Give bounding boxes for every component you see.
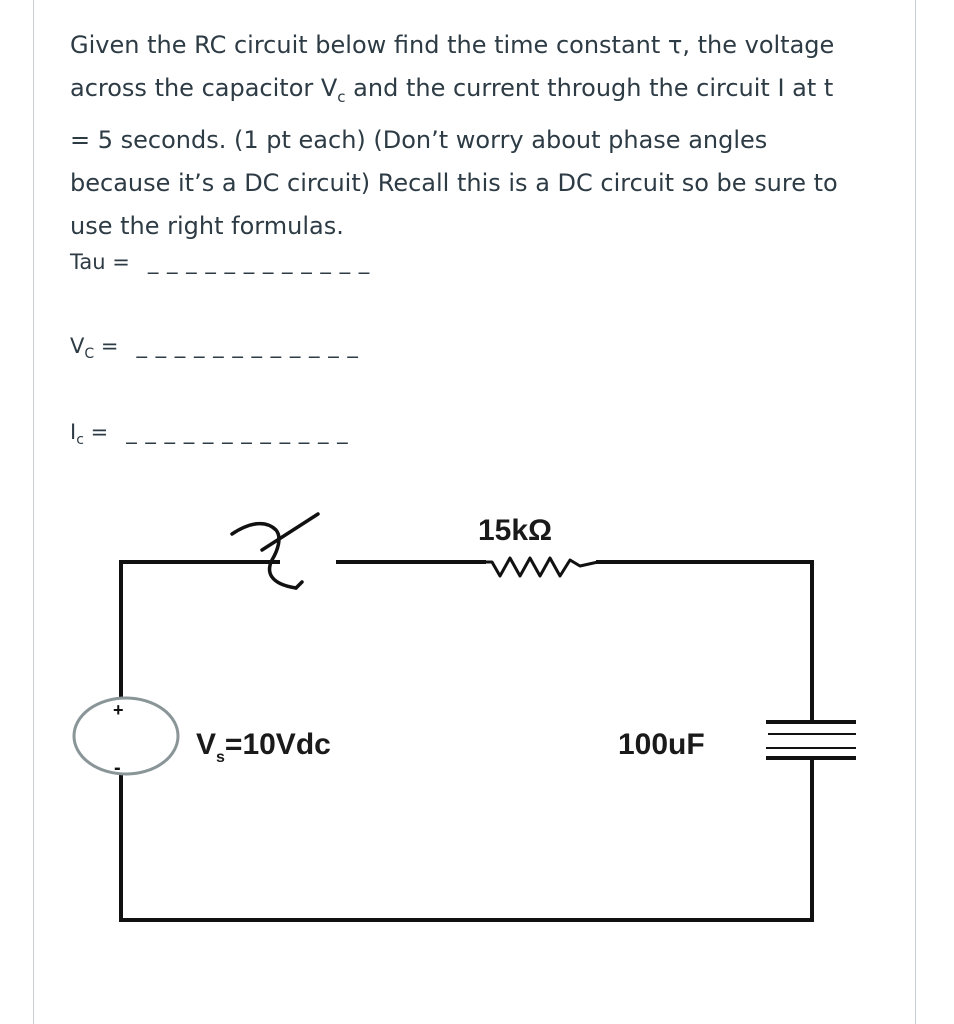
question-line-2: across the capacitor $V_c$ and the current through the circuit I at t [70, 74, 834, 106]
ic-label: $I_c$ = [70, 420, 109, 449]
source-label: $V_s=10Vdc$ [196, 728, 331, 766]
ic-answer-blank[interactable]: _ _ _ _ _ _ _ _ _ _ _ _ [126, 420, 349, 444]
question-line-1: Given the RC circuit below find the time constant τ, the voltage [70, 31, 835, 59]
resistor-label: 15kΩ [478, 514, 553, 547]
source-minus-sign: - [114, 757, 121, 779]
voltage-source-icon [74, 698, 178, 779]
question-line-4: because it’s a DC circuit) Recall this is a DC circuit so be sure to [70, 168, 838, 197]
tau-label: Tau = [70, 250, 130, 274]
source-plus-sign: + [113, 700, 124, 720]
tau-answer-blank[interactable]: _ _ _ _ _ _ _ _ _ _ _ _ [147, 250, 371, 274]
capacitor-icon [766, 722, 856, 758]
switch-icon [232, 514, 318, 588]
question-line-5: use the right formulas. [70, 211, 344, 240]
vc-answer-blank[interactable]: _ _ _ _ _ _ _ _ _ _ _ _ [136, 334, 359, 358]
vc-label: $V_C$ = [70, 334, 119, 363]
resistor-icon [484, 558, 598, 576]
question-line-3: = 5 seconds. (1 pt each) (Don’t worry about phase angles [70, 125, 768, 154]
capacitor-label: 100uF [618, 728, 705, 761]
